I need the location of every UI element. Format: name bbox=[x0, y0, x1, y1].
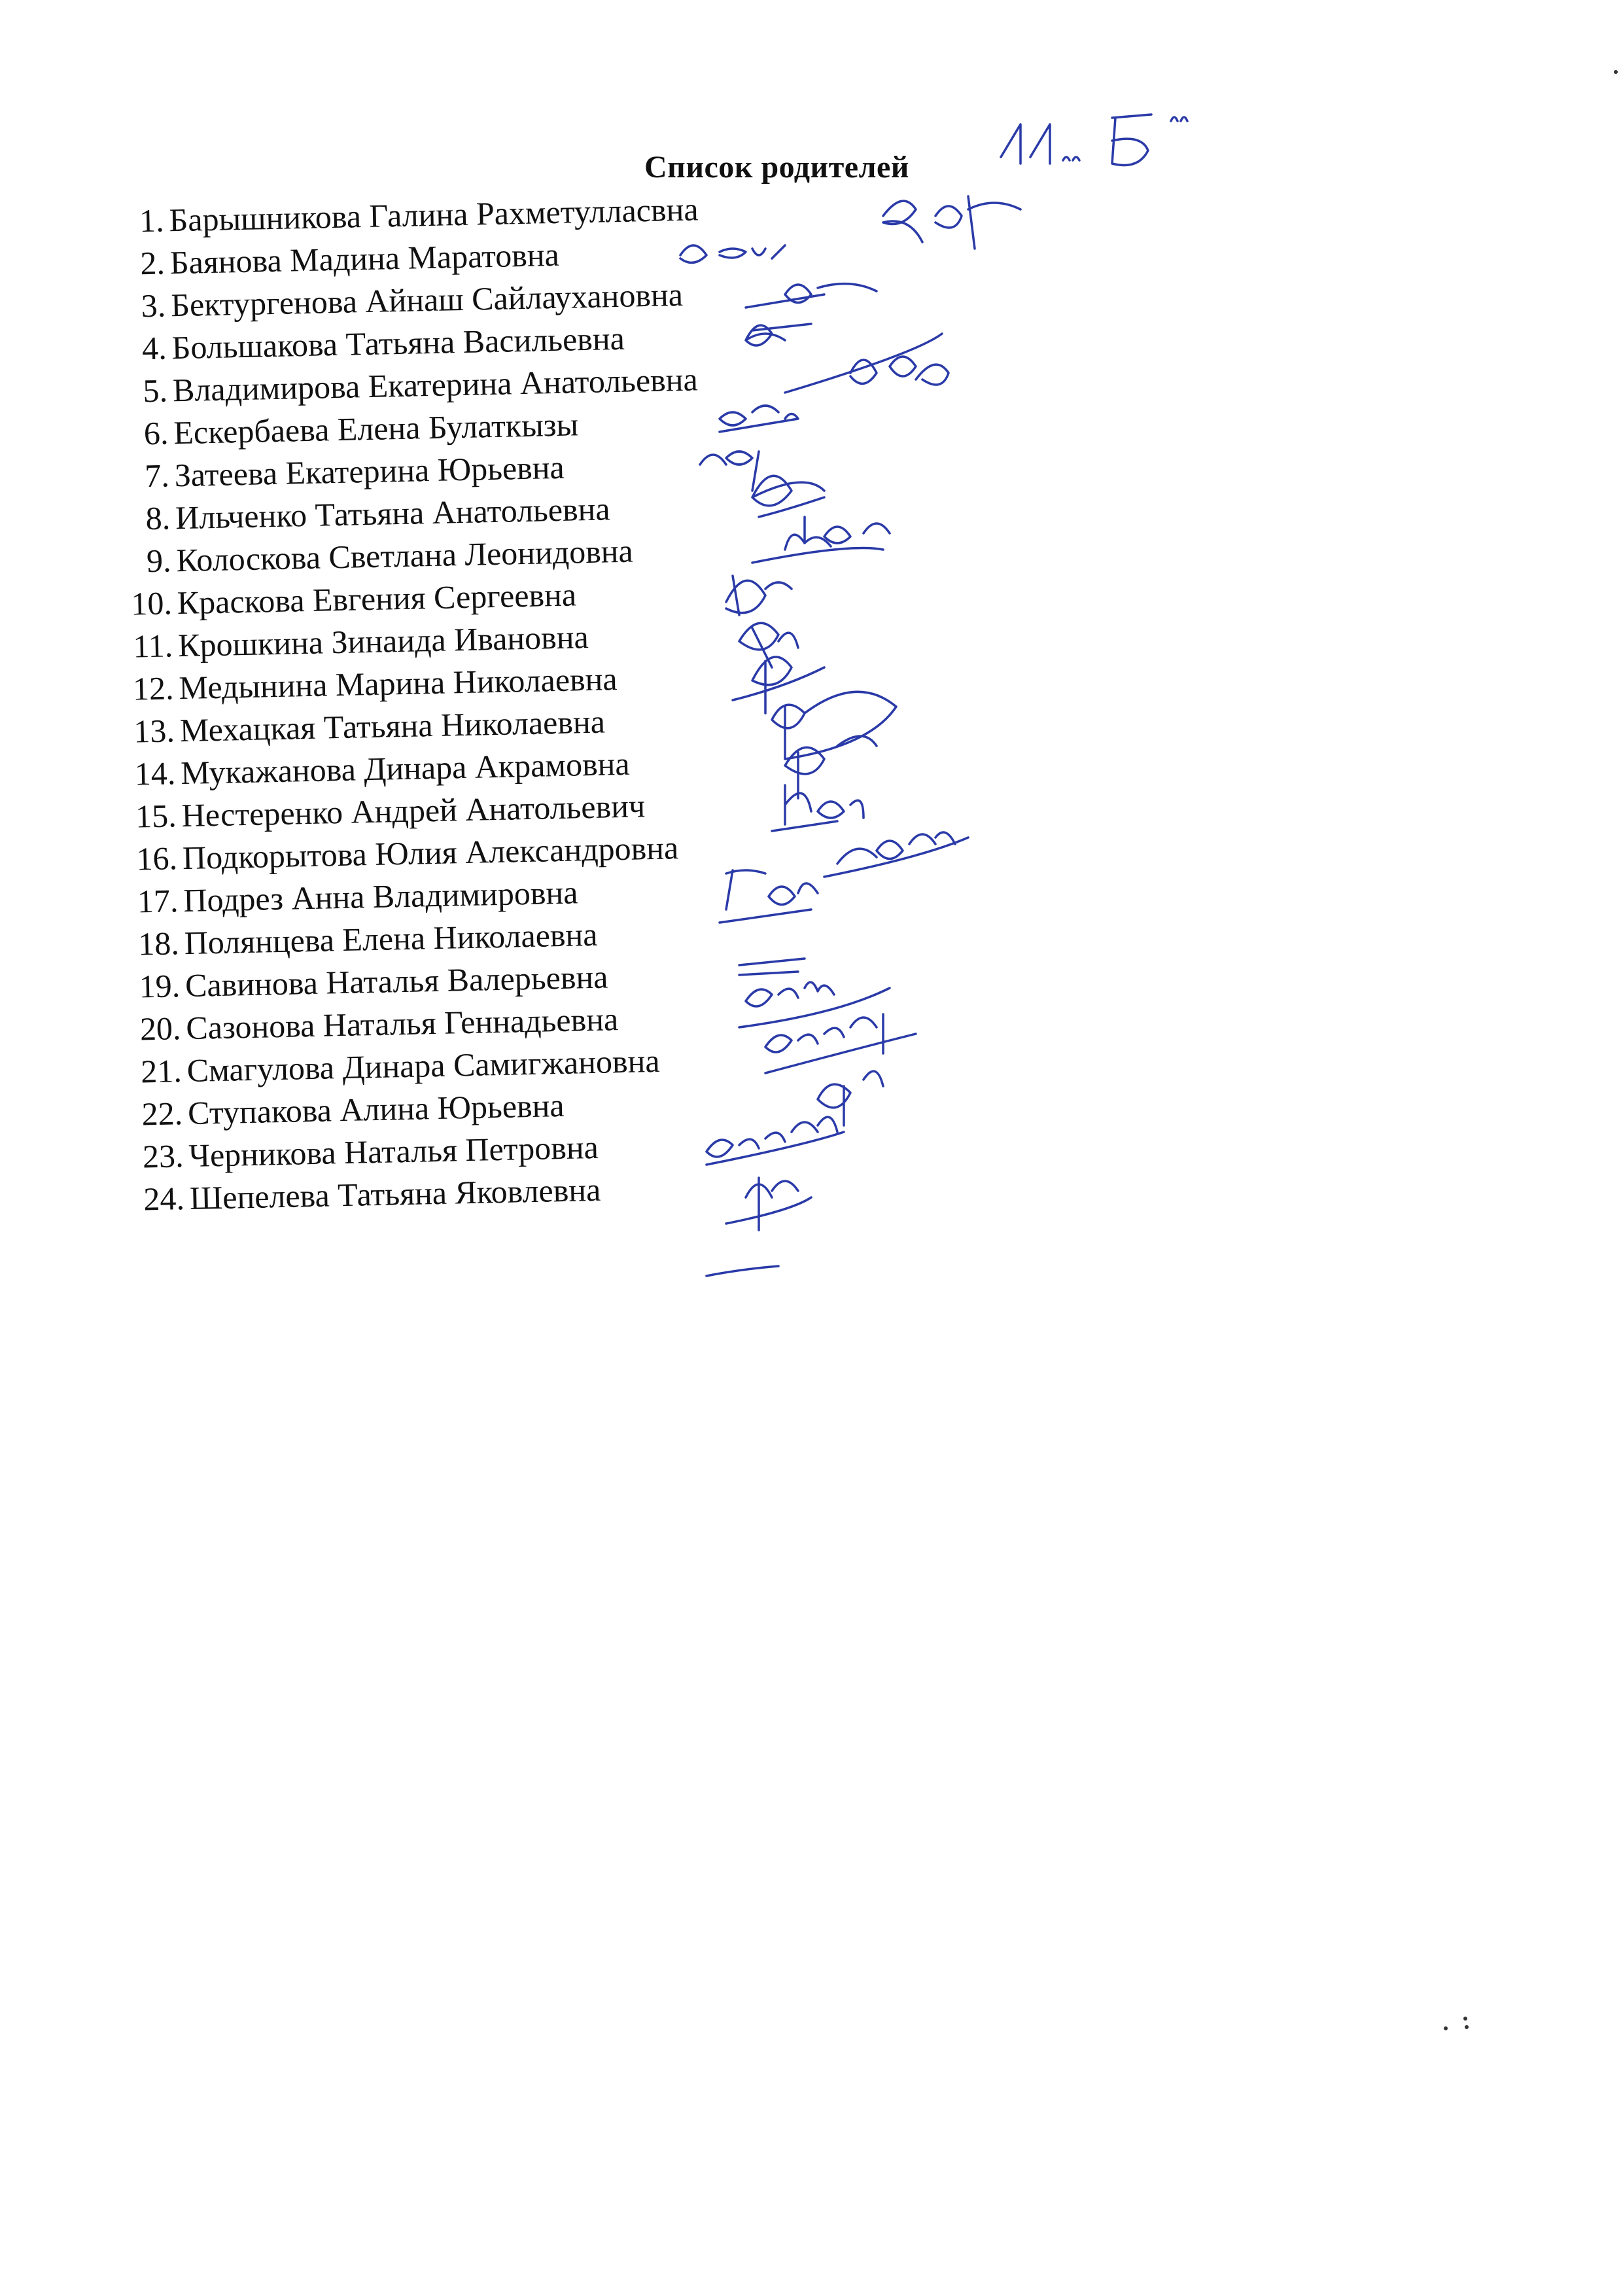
item-number: 13. bbox=[133, 712, 175, 750]
item-number: 4. bbox=[141, 329, 167, 367]
item-number: 6. bbox=[143, 414, 169, 452]
item-number: 22. bbox=[141, 1095, 183, 1133]
parent-name: Савинова Наталья Валерьевна bbox=[184, 958, 608, 1004]
item-number: 5. bbox=[142, 372, 168, 410]
parent-name: Полянцева Елена Николаевна bbox=[184, 915, 598, 962]
item-number: 2. bbox=[139, 244, 166, 282]
parents-list bbox=[85, 185, 956, 1224]
parent-name: Барышникова Галина Рахметулласвна bbox=[168, 190, 699, 239]
parent-name: Краскова Евгения Сергеевна bbox=[177, 576, 577, 622]
parent-name: Владимирова Екатерина Анатольевна bbox=[172, 361, 699, 409]
item-number: 9. bbox=[146, 542, 172, 580]
item-number: 15. bbox=[135, 797, 177, 835]
item-number: 17. bbox=[137, 882, 179, 920]
class-label-handwriting bbox=[1001, 115, 1187, 166]
item-number: 23. bbox=[142, 1137, 184, 1175]
parent-name: Ескербаева Елена Булаткызы bbox=[173, 406, 579, 451]
parent-name: Бектургенова Айнаш Сайлаухановна bbox=[170, 275, 684, 324]
item-number: 12. bbox=[132, 669, 175, 707]
item-number: 7. bbox=[144, 457, 170, 495]
item-number: 3. bbox=[141, 287, 166, 325]
parent-name: Нестеренко Андрей Анатольевич bbox=[181, 787, 646, 834]
item-number: 19. bbox=[139, 967, 181, 1005]
item-number: 18. bbox=[137, 925, 180, 963]
item-number: 24. bbox=[143, 1180, 185, 1218]
item-number: 21. bbox=[140, 1052, 183, 1090]
parent-name: Смагулова Динара Самигжановна bbox=[186, 1042, 660, 1089]
item-number: 1. bbox=[139, 202, 165, 239]
parent-name: Сазонова Наталья Геннадьевна bbox=[185, 1000, 619, 1047]
parent-name: Затеева Екатерина Юрьевна bbox=[174, 448, 565, 494]
parent-name: Мукажанова Динара Акрамовна bbox=[180, 745, 631, 792]
edge-marks bbox=[1444, 70, 1618, 2030]
parent-name: Ступакова Алина Юрьевна bbox=[187, 1086, 565, 1132]
parent-name: Колоскова Светлана Леонидовна bbox=[175, 532, 634, 579]
parent-name: Ильченко Татьяна Анатольевна bbox=[175, 490, 611, 537]
item-number: 14. bbox=[134, 754, 176, 792]
item-number: 8. bbox=[145, 499, 171, 537]
parent-name: Крошкина Зинаида Ивановна bbox=[177, 618, 589, 664]
item-number: 16. bbox=[135, 839, 178, 877]
parent-name: Большакова Татьяна Васильевна bbox=[171, 319, 625, 366]
parent-name: Баянова Мадина Маратовна bbox=[169, 236, 560, 281]
parent-name: Черникова Наталья Петровна bbox=[188, 1128, 599, 1174]
parent-name: Медынина Марина Николаевна bbox=[178, 660, 618, 707]
page-title: Список родителей bbox=[644, 150, 909, 185]
item-number: 10. bbox=[130, 584, 173, 622]
item-number: 20. bbox=[139, 1010, 182, 1048]
item-number: 11. bbox=[132, 627, 173, 665]
parent-name: Подрез Анна Владимировна bbox=[183, 874, 578, 919]
parent-name: Мехацкая Татьяна Николаевна bbox=[179, 703, 606, 749]
parent-name: Подкорытова Юлия Александровна bbox=[182, 829, 679, 877]
parent-name: Шепелева Татьяна Яковлевна bbox=[189, 1171, 601, 1216]
